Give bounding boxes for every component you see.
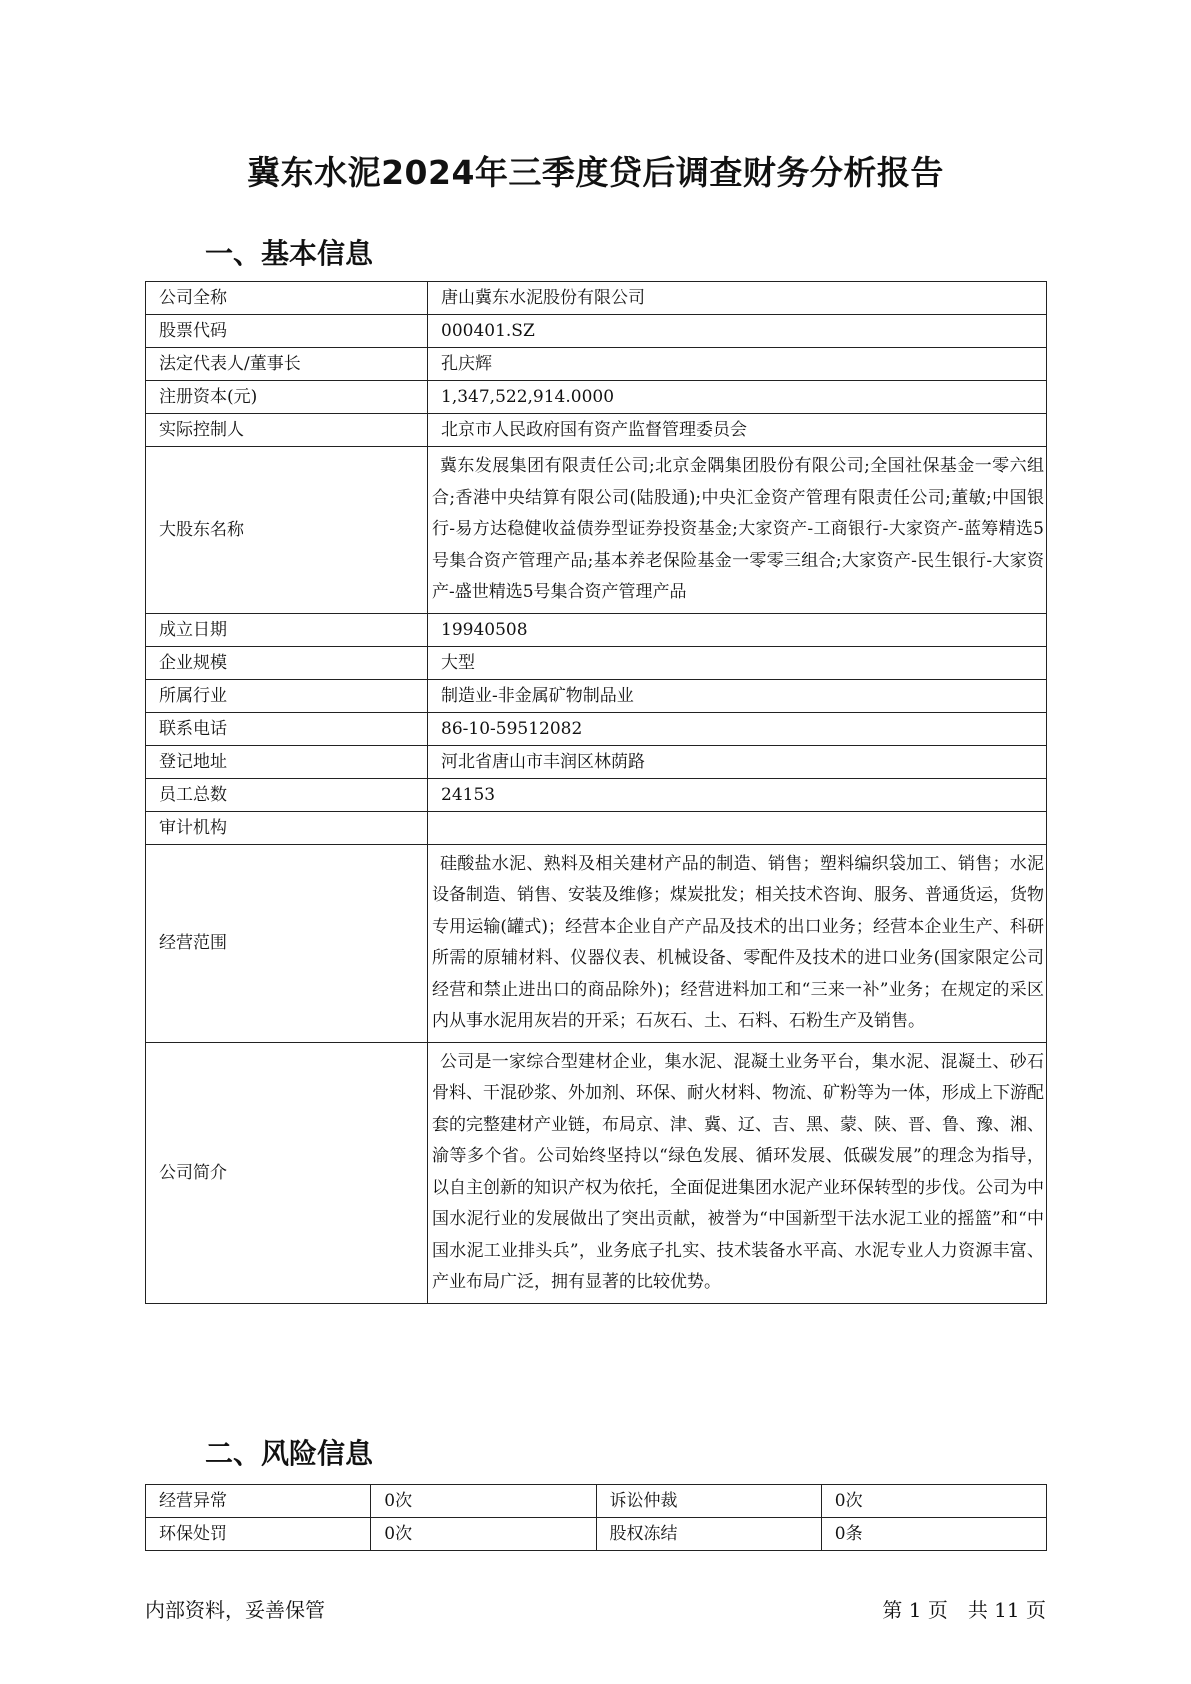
table-row	[146, 679, 1047, 712]
row-value: 24153	[428, 778, 1047, 811]
row-label: 登记地址	[146, 745, 428, 778]
row-label: 大股东名称	[146, 447, 428, 614]
row-value	[428, 811, 1047, 844]
row-label: 环保处罚	[146, 1518, 371, 1551]
row-label: 实际控制人	[146, 414, 428, 447]
row-label: 注册资本(元)	[146, 381, 428, 414]
row-value: 河北省唐山市丰润区林荫路	[428, 745, 1047, 778]
row-value: 北京市人民政府国有资产监督管理委员会	[428, 414, 1047, 447]
row-value: 19940508	[428, 613, 1047, 646]
row-value: 孔庆辉	[428, 348, 1047, 381]
table-row	[146, 613, 1047, 646]
table-row	[146, 1042, 1047, 1303]
row-value: 公司是一家综合型建材企业，集水泥、混凝土业务平台，集水泥、混凝土、砂石骨料、干混砂浆、外加剂、环保、耐火材料、物流、矿粉等为一体，形成上下游配套的完整建材产业链，布局京、津、冀、辽、吉、黑、蒙、陕、晋、鲁、豫、湘、渝等多个省。公司始终坚持以“绿色发展、循环发展、低碳发展”的理念为指导，以自主创新的知识产权为依托，全面促进集团水泥产业环保转型的步伐。公司为中国水泥行业的发展做出了突出贡献，被誉为“中国新型干法水泥工业的摇篮”和“中国水泥工业排头兵”，业务底子扎实、技术装备水平高、水泥专业人力资源丰富、产业布局广泛，拥有显著的比较优势。	[428, 1042, 1047, 1303]
row-label: 诉讼仲裁	[596, 1485, 821, 1518]
footer-page-number: 第 1 页 共 11 页	[882, 1598, 1046, 1622]
footer-confidential-note: 内部资料，妥善保管	[145, 1598, 325, 1622]
row-value: 唐山冀东水泥股份有限公司	[428, 282, 1047, 315]
table-row	[146, 1485, 1047, 1518]
row-label: 所属行业	[146, 679, 428, 712]
table-row	[146, 646, 1047, 679]
row-label: 股权冻结	[596, 1518, 821, 1551]
row-value: 0条	[821, 1518, 1046, 1551]
row-label: 审计机构	[146, 811, 428, 844]
table-row	[146, 844, 1047, 1042]
row-value: 大型	[428, 646, 1047, 679]
row-label: 法定代表人/董事长	[146, 348, 428, 381]
row-label: 联系电话	[146, 712, 428, 745]
row-label: 员工总数	[146, 778, 428, 811]
row-value: 1,347,522,914.0000	[428, 381, 1047, 414]
row-label: 股票代码	[146, 315, 428, 348]
table-row	[146, 381, 1047, 414]
table-row	[146, 745, 1047, 778]
row-value: 000401.SZ	[428, 315, 1047, 348]
row-label: 公司全称	[146, 282, 428, 315]
section-heading-basic-info: 一、基本信息	[205, 237, 374, 270]
table-row	[146, 282, 1047, 315]
document-title: 冀东水泥2024年三季度贷后调查财务分析报告	[247, 153, 944, 192]
row-label: 经营范围	[146, 844, 428, 1042]
row-value: 86-10-59512082	[428, 712, 1047, 745]
table-row	[146, 414, 1047, 447]
table-row	[146, 315, 1047, 348]
section-heading-risk-info: 二、风险信息	[205, 1437, 374, 1470]
row-value: 0次	[821, 1485, 1046, 1518]
row-value: 硅酸盐水泥、熟料及相关建材产品的制造、销售；塑料编织袋加工、销售；水泥设备制造、销售、安装及维修；煤炭批发；相关技术咨询、服务、普通货运，货物专用运输(罐式)；经营本企业自产产品及技术的出口业务；经营本企业生产、科研所需的原辅材料、仪器仪表、机械设备、零配件及技术的进口业务(国家限定公司经营和禁止进出口的商品除外)；经营进料加工和“三来一补”业务；在规定的采区内从事水泥用灰岩的开采；石灰石、土、石料、石粉生产及销售。	[428, 844, 1047, 1042]
row-value: 制造业-非金属矿物制品业	[428, 679, 1047, 712]
risk-info-table	[145, 1484, 1047, 1551]
row-label: 企业规模	[146, 646, 428, 679]
table-row	[146, 447, 1047, 614]
table-row	[146, 778, 1047, 811]
table-row	[146, 1518, 1047, 1551]
row-label: 成立日期	[146, 613, 428, 646]
table-row	[146, 348, 1047, 381]
table-row	[146, 712, 1047, 745]
row-value: 0次	[371, 1518, 596, 1551]
row-value: 冀东发展集团有限责任公司;北京金隅集团股份有限公司;全国社保基金一零六组合;香港中央结算有限公司(陆股通);中央汇金资产管理有限责任公司;董敏;中国银行-易方达稳健收益债券型证券投资基金;大家资产-工商银行-大家资产-蓝筹精选5号集合资产管理产品;基本养老保险基金一零零三组合;大家资产-民生银行-大家资产-盛世精选5号集合资产管理产品	[428, 447, 1047, 614]
row-value: 0次	[371, 1485, 596, 1518]
row-label: 公司简介	[146, 1042, 428, 1303]
table-row	[146, 811, 1047, 844]
basic-info-table	[145, 281, 1047, 1304]
row-label: 经营异常	[146, 1485, 371, 1518]
